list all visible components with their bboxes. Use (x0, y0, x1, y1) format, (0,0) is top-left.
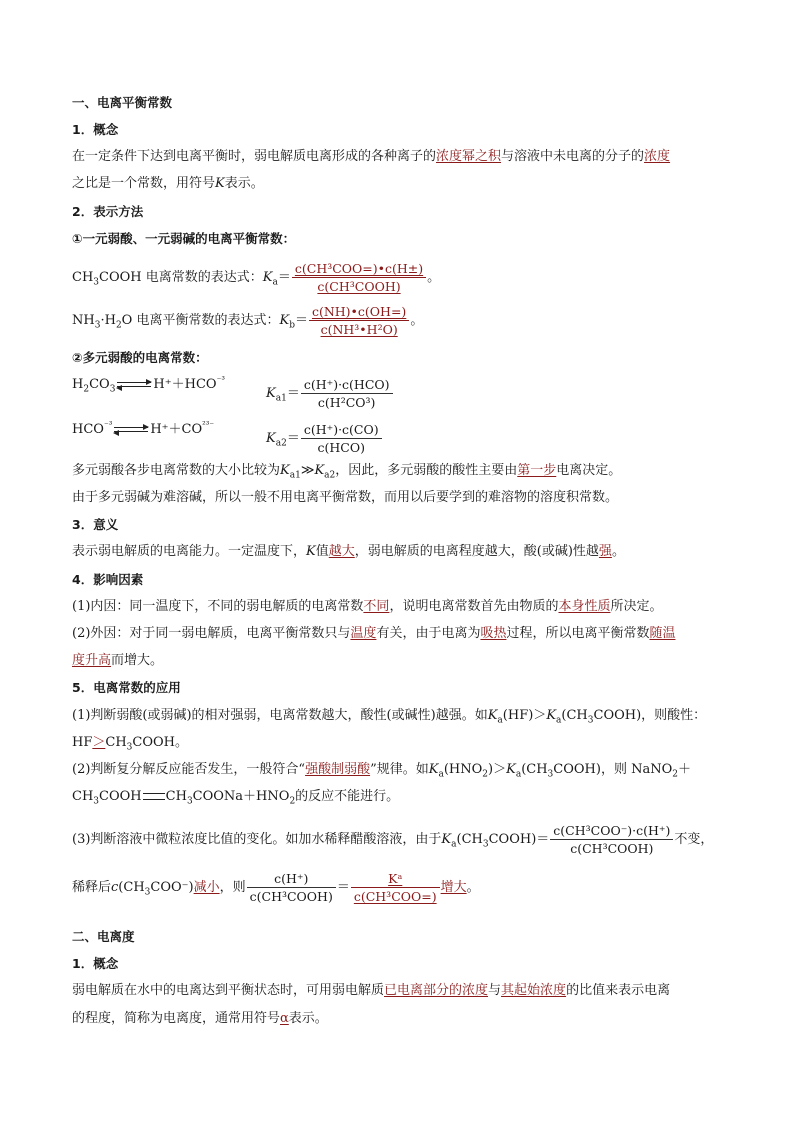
numerator: c(H⁺)·c(CO) (301, 421, 382, 439)
app-line-3: (2)判断复分解反应能否发生，一般符合“强酸制弱酸”规律。如$K_a(HNO_2)>K_a(CH_3COOH)$，则 NaNO$_2$＋ (72, 762, 691, 780)
s2-line-1 (72, 982, 670, 1000)
text: 稀释后 (72, 880, 112, 895)
ka1-expression: $K_{a1}=$ $\frac{\text{c(H⁺)·c(HCO)}}{\text{c(H²CO³)}}$ (266, 376, 394, 411)
section1-heading: 一、电离平衡常数 (72, 95, 173, 110)
app-line-5: (3)判断溶液中微粒浓度比值的变化。如加水稀释醋酸溶液，由于$K_a(CH_3COOH)=$ $\frac{\text{c(CH³COO⁻)·c(H⁺)}}{\text{c(CH³COOH)}}$ 不变， (72, 823, 714, 856)
answer-fill: 减小 (193, 880, 220, 895)
poly-line-1 (72, 462, 621, 480)
meaning-heading: 3．意义 (72, 517, 119, 532)
text: CH (105, 735, 127, 750)
text: (3)判断溶液中微粒浓度比值的变化。如加水稀释醋酸溶液，由于 (72, 832, 442, 847)
ka1-fraction (301, 376, 393, 411)
equilibrium-arrow-icon (117, 381, 151, 389)
text: 。 (466, 880, 480, 895)
subscript: a2 (324, 470, 336, 481)
text: HF (72, 735, 93, 750)
text: HCO (72, 422, 104, 437)
answer-fill: 增大 (440, 880, 467, 895)
ratio-answer-fraction (351, 870, 440, 905)
text: 的比值来表示电离 (566, 983, 671, 998)
symbol-k: K (314, 463, 325, 478)
subscript: a (272, 277, 278, 288)
subscript: a1 (275, 393, 287, 404)
factor-line-1 (72, 598, 662, 616)
symbol-k: K (262, 270, 273, 285)
answer-fill: 度升高 (72, 653, 112, 668)
text: )＞ (488, 762, 507, 777)
meaning-line (72, 543, 625, 561)
text: (1)判断弱酸(或弱碱)的相对强弱，电离常数越大，酸性(或碱性)越强。如 (72, 708, 488, 723)
answer-fill: 强 (598, 544, 612, 559)
numerator: c(NH)•c(OH=) (309, 303, 409, 321)
numerator: c(H⁺) (247, 870, 336, 888)
nh3-formula: $NH_3\cdot H_2O$ 电离平衡常数的表达式：$K_b=$ $\frac{c(NH)•c(OH=)}{\text{c(NH³•H²O)}}$ 。 (72, 304, 424, 337)
text: (CH (456, 832, 483, 847)
answer-fill: 强酸制弱酸 (305, 762, 371, 777)
ka2-fraction (301, 421, 382, 456)
text: H⁺＋CO (150, 422, 203, 437)
text: ，说明电离常数首先由物质的 (389, 599, 559, 614)
text: COOH)，则酸性： (593, 708, 707, 723)
factor-line-2 (72, 625, 676, 643)
denominator: c(H²CO³) (317, 395, 376, 410)
text: 值 (315, 544, 329, 559)
superscript: ⁻³ (103, 420, 113, 431)
text: CH (72, 789, 94, 804)
text: 表示。 (288, 1011, 328, 1026)
symbol-k: K (280, 463, 290, 478)
text: 表示弱电解质的电离能力。一定温度下， (72, 544, 307, 559)
text: ≫ (300, 463, 315, 478)
text: O 电离平衡常数的表达式： (121, 313, 280, 328)
superscript: ⁻³ (216, 375, 225, 386)
text: COONa＋HNO (192, 789, 290, 804)
symbol-k: K (306, 544, 316, 559)
answer-fill: α (280, 1011, 289, 1026)
text: (1)内因：同一温度下，不同的弱电解质的电离常数 (72, 599, 364, 614)
subscript: a1 (289, 470, 301, 481)
text: 在一定条件下达到电离平衡时，弱电解质电离形成的各种离子的 (72, 149, 437, 164)
numerator: c(CH³COO⁻)·c(H⁺) (550, 822, 673, 840)
rep2-heading: ②多元弱酸的电离常数： (72, 350, 208, 365)
text: H (72, 377, 84, 392)
answer-fill: 已电离部分的浓度 (384, 983, 489, 998)
rep1-heading: ①一元弱酸、一元弱碱的电离平衡常数： (72, 231, 296, 246)
text: COOH 电离常数的表达式： (99, 270, 263, 285)
text: (2)外因：对于同一弱电解质，电离平衡常数只与 (72, 626, 351, 641)
kb-fraction (309, 303, 409, 338)
subscript: a2 (275, 438, 287, 449)
concept-line-1 (72, 148, 670, 166)
ratio-fraction (247, 870, 336, 905)
text: ＋ (677, 762, 691, 777)
denominator: c(HCO) (317, 440, 365, 455)
text: 有关，由于电离为 (376, 626, 481, 641)
denominator: c(CH³COOH) (249, 889, 333, 904)
denominator: c(CH³COO=) (353, 889, 437, 904)
text: 。 (410, 313, 424, 328)
answer-fill: 浓度 (644, 149, 671, 164)
app-line-6: 稀释后$c(CH_3COO^-)$减小，则 $\frac{c(H^+)}{\text{c(CH³COOH)}}$ ＝ $\frac{\text{Kᵃ}}{\text{c(CH³COO=)}}$ 增大。 (72, 871, 480, 904)
factors-heading: 4．影响因素 (72, 572, 144, 587)
rep-heading: 2．表示方法 (72, 204, 144, 219)
text: ＝ (336, 880, 350, 895)
numerator: c(H⁺)·c(HCO) (301, 376, 393, 394)
text: 表示。 (224, 176, 264, 191)
answer-fill: 越大 (328, 544, 355, 559)
text: ，因此，多元弱酸的酸性主要由 (335, 463, 518, 478)
text: (CH (561, 708, 588, 723)
symbol-k: K (279, 313, 290, 328)
symbol-k: K (266, 386, 276, 401)
text: 弱电解质在水中的电离达到平衡状态时，可用弱电解质 (72, 983, 385, 998)
text: 而增大。 (111, 653, 164, 668)
text: ，则 (219, 880, 246, 895)
section2-heading: 二、电离度 (72, 929, 135, 944)
ka2-expression: $K_{a2}=$ $\frac{c(H^+)\cdot c(CO)}{\text{c(HCO)}}$ (266, 421, 383, 456)
text: 。 (611, 544, 625, 559)
text: (HNO (443, 762, 483, 777)
concept-heading: 1．概念 (72, 122, 119, 137)
app-line-1: (1)判断弱酸(或弱碱)的相对强弱，电离常数越大，酸性(或碱性)越强。如$K_a(HF)>K_a(CH_3COOH)$，则酸性： (72, 708, 707, 726)
equilibrium-arrow-icon (114, 426, 148, 434)
text: 电离决定。 (556, 463, 622, 478)
text: 不变， (674, 832, 714, 847)
answer-fill: 第一步 (517, 463, 557, 478)
ka-fraction (292, 260, 426, 295)
eq1-line: $H_2CO_3$ $H^++HCO^{^{-3}}$ (72, 375, 225, 395)
text: ，弱电解质的电离程度越大，酸(或碱)性越 (354, 544, 599, 559)
factor-line-3 (72, 652, 163, 670)
dilution-fraction (550, 822, 673, 857)
text: ”规律。如 (370, 762, 429, 777)
text: H⁺＋HCO (153, 377, 217, 392)
text: (HF)＞ (502, 708, 547, 723)
numerator: Kᵃ (351, 870, 440, 888)
denominator: c(CH³COOH) (317, 279, 401, 294)
answer-fill: 随温 (649, 626, 676, 641)
text: 的反应不能进行。 (295, 789, 400, 804)
text: 所决定。 (610, 599, 663, 614)
answer-fill: ＞ (92, 735, 106, 750)
s2-concept-heading: 1．概念 (72, 956, 119, 971)
denominator: c(NH³•H²O) (320, 322, 398, 337)
answer-fill: 不同 (363, 599, 390, 614)
text: NH (72, 313, 95, 328)
text: (CH (118, 880, 145, 895)
poly-line-2: 由于多元弱碱为难溶碱，所以一般不用电离平衡常数，而用以后要学到的难溶物的溶度积常数。 (72, 490, 619, 505)
text: COOH)＝ (488, 832, 550, 847)
text: COOH。 (132, 735, 189, 750)
answer-fill: 温度 (350, 626, 377, 641)
text: ·H (100, 313, 116, 328)
text: 的程度，简称为电离度，通常用符号 (72, 1011, 281, 1026)
answer-fill: 吸热 (480, 626, 507, 641)
symbol-k: K (266, 431, 276, 446)
app-line-4: $CH_3COOH$ $CH_3COONa+HNO_2$的反应不能进行。 (72, 789, 400, 807)
ch3cooh-formula: $CH_3COOH$ 电离常数的表达式：$K_a=$ $\frac{\text{c(CH³COO=)•c(H±)}}{\text{c(CH³COOH)}}$ 。 (72, 261, 441, 294)
subscript: b (289, 320, 295, 331)
text: 之比是一个常数，用符号 (72, 176, 216, 191)
text: COOH (99, 789, 142, 804)
text: 与 (488, 983, 502, 998)
s2-line-2 (72, 1010, 328, 1028)
text: (2)判断复分解反应能否发生，一般符合“ (72, 762, 306, 777)
answer-fill: 浓度幂之积 (436, 149, 502, 164)
denominator: c(CH³COOH) (570, 841, 654, 856)
numerator: c(CH³COO=)•c(H±) (292, 260, 426, 278)
symbol-k: K (215, 176, 225, 191)
text: (CH (521, 762, 548, 777)
application-heading: 5．电离常数的应用 (72, 680, 181, 695)
answer-fill: 其起始浓度 (501, 983, 567, 998)
text: CH (165, 789, 187, 804)
text: CH (72, 270, 94, 285)
text: c (111, 880, 119, 895)
superscript: ²³⁻ (202, 420, 215, 431)
text: COO⁻) (150, 880, 194, 895)
text: COOH)，则 NaNO (553, 762, 673, 777)
text: 。 (427, 270, 441, 285)
text: 与溶液中未电离的分子的 (501, 149, 645, 164)
text: 多元弱酸各步电离常数的大小比较为 (72, 463, 281, 478)
text: 过程，所以电离平衡常数 (506, 626, 650, 641)
eq2-line (72, 421, 214, 439)
equals-sign-icon (143, 793, 165, 800)
answer-fill: 本身性质 (558, 599, 611, 614)
app-line-2: $HF>CH_3COOH$。 (72, 735, 189, 753)
concept-line-2 (72, 175, 264, 193)
